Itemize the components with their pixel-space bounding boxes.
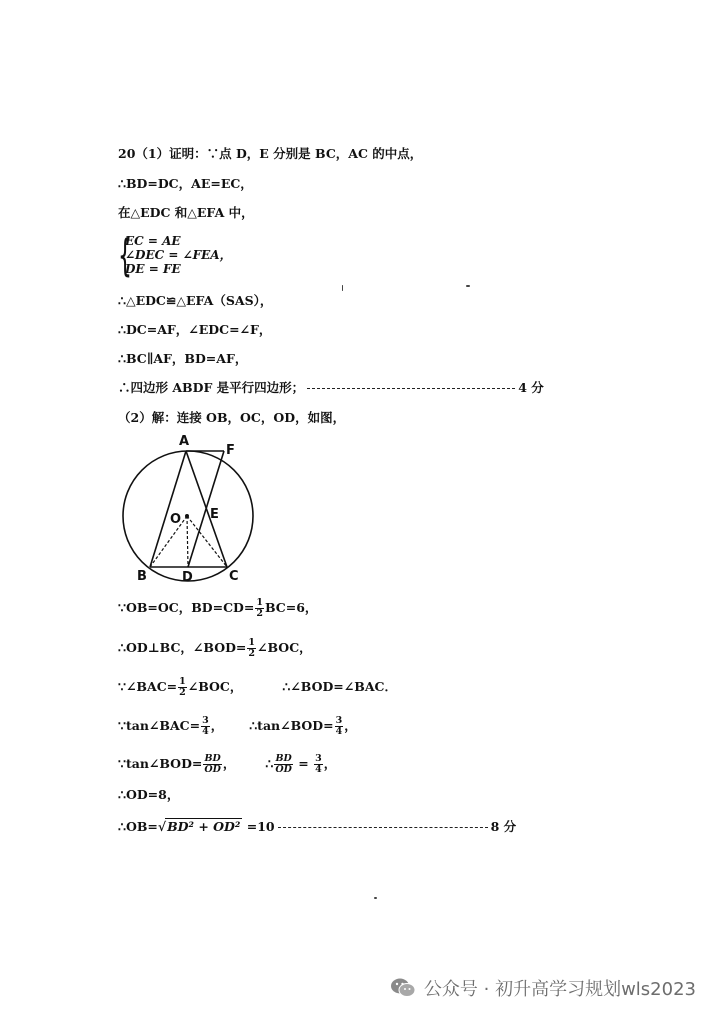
text-segment: ∴OB= [118, 819, 158, 834]
text-segment: ∴tan∠BOD= [249, 718, 334, 733]
label-b: B [137, 569, 147, 584]
text-segment: ∠BOC， [187, 679, 243, 694]
fraction-denominator: 4 [315, 764, 322, 775]
fraction-denominator: 2 [179, 687, 186, 698]
fraction-half [247, 638, 256, 659]
fraction-three-quarters [314, 754, 323, 775]
text-segment: ∴∠BOD=∠BAC． [282, 679, 397, 694]
fraction-numerator: 1 [248, 637, 256, 648]
part2-line-4 [118, 716, 357, 737]
part2-line-7: ∴OB=√BD² + OD² =10 8 分 [118, 819, 517, 834]
fraction-numerator: 1 [256, 597, 263, 608]
label-e: E [210, 507, 219, 522]
part1-line-6: ∴DC=AF，∠EDC=∠F， [118, 322, 272, 337]
label-c: C [229, 569, 239, 584]
fraction-denominator: 2 [248, 648, 256, 659]
score-leader-2 [278, 827, 488, 828]
part2-line-1 [118, 598, 317, 619]
part2-line-2 [118, 638, 312, 659]
fraction-numerator: 1 [179, 676, 186, 687]
condition-3: DE = FE [125, 262, 181, 276]
text-segment: ∴ [265, 756, 274, 771]
text-segment: ∵∠BAC= [118, 679, 178, 694]
text-segment: =10 [242, 819, 275, 834]
fraction-denominator: 2 [256, 608, 263, 619]
fraction-bd-od [203, 754, 222, 775]
watermark [390, 975, 696, 1001]
left-brace: { [118, 230, 132, 281]
part1-line-3: 在△EDC 和△EFA 中， [118, 205, 254, 220]
segment-ab [150, 451, 186, 567]
text-segment: ∵tan∠BAC= [118, 718, 201, 733]
label-a: A [179, 434, 190, 449]
geometry-figure [115, 430, 255, 594]
score-leader-1 [307, 388, 515, 389]
sqrt-radicand: BD² + OD² [167, 819, 241, 834]
text-segment: = [293, 756, 314, 771]
text-segment: ， [344, 718, 357, 733]
part1-line-7: ∴BC∥AF，BD=AF， [118, 351, 248, 366]
condition-2: ∠DEC = ∠FEA， [125, 248, 232, 262]
fraction-half [255, 598, 264, 619]
fraction-bd-od [274, 754, 293, 775]
part2-line-6: ∴OD=8， [118, 787, 180, 802]
fraction-three-quarters [201, 716, 210, 737]
scan-speck [374, 897, 377, 899]
fraction-denominator: OD [204, 764, 221, 775]
fraction-denominator: 4 [202, 726, 209, 737]
fraction-half [178, 677, 187, 698]
center-point [185, 514, 189, 518]
fraction-numerator: 3 [202, 715, 209, 726]
label-d: D [182, 570, 193, 585]
part1-line-5: ∴△EDC≌△EFA（SAS）， [118, 293, 273, 308]
text-segment: ∠BOC， [257, 640, 312, 655]
text-segment: ∵tan∠BOD= [118, 756, 203, 771]
scan-speck [342, 285, 343, 291]
watermark-text: 公众号 · 初升高学习规划wls2023 [423, 979, 696, 1000]
text-segment: ， [222, 756, 236, 771]
text-segment: ， [323, 756, 337, 771]
score-1: 4 分 [518, 380, 544, 395]
part2-line-5 [118, 754, 336, 775]
text-segment: ∵OB=OC，BD=CD= [118, 600, 255, 615]
fraction-numerator: BD [275, 753, 292, 764]
label-f: F [226, 443, 235, 458]
part2-line-3 [118, 677, 397, 698]
fraction-numerator: 3 [315, 753, 322, 764]
circle-diagram [115, 430, 255, 590]
segment-ob [150, 516, 187, 567]
part1-line-2: ∴BD=DC，AE=EC， [118, 176, 253, 191]
fraction-denominator: OD [275, 764, 292, 775]
fraction-numerator: 3 [335, 715, 343, 726]
congruence-conditions [118, 230, 232, 281]
fraction-denominator: 4 [335, 726, 343, 737]
condition-1: EC = AE [125, 234, 181, 248]
text-segment: BC=6， [264, 600, 318, 615]
fraction-three-quarters [335, 716, 344, 737]
part1-conclusion: ∴四边形 ABDF 是平行四边形； [118, 380, 305, 395]
segment-oc [187, 516, 227, 567]
part1-line-8 [118, 380, 544, 396]
text-segment: ∴OD⊥BC，∠BOD= [118, 640, 247, 655]
scan-speck [466, 285, 470, 287]
part2-header: （2）解：连接 OB，OC，OD，如图， [118, 410, 346, 425]
fraction-numerator: BD [204, 753, 221, 764]
segment-od [187, 516, 188, 567]
part1-header: 20（1）证明：∵点 D，E 分别是 BC，AC 的中点， [118, 146, 423, 161]
wechat-icon [390, 977, 416, 999]
score-2: 8 分 [490, 819, 517, 834]
text-segment: ， [210, 718, 224, 733]
label-o: O [170, 512, 182, 527]
